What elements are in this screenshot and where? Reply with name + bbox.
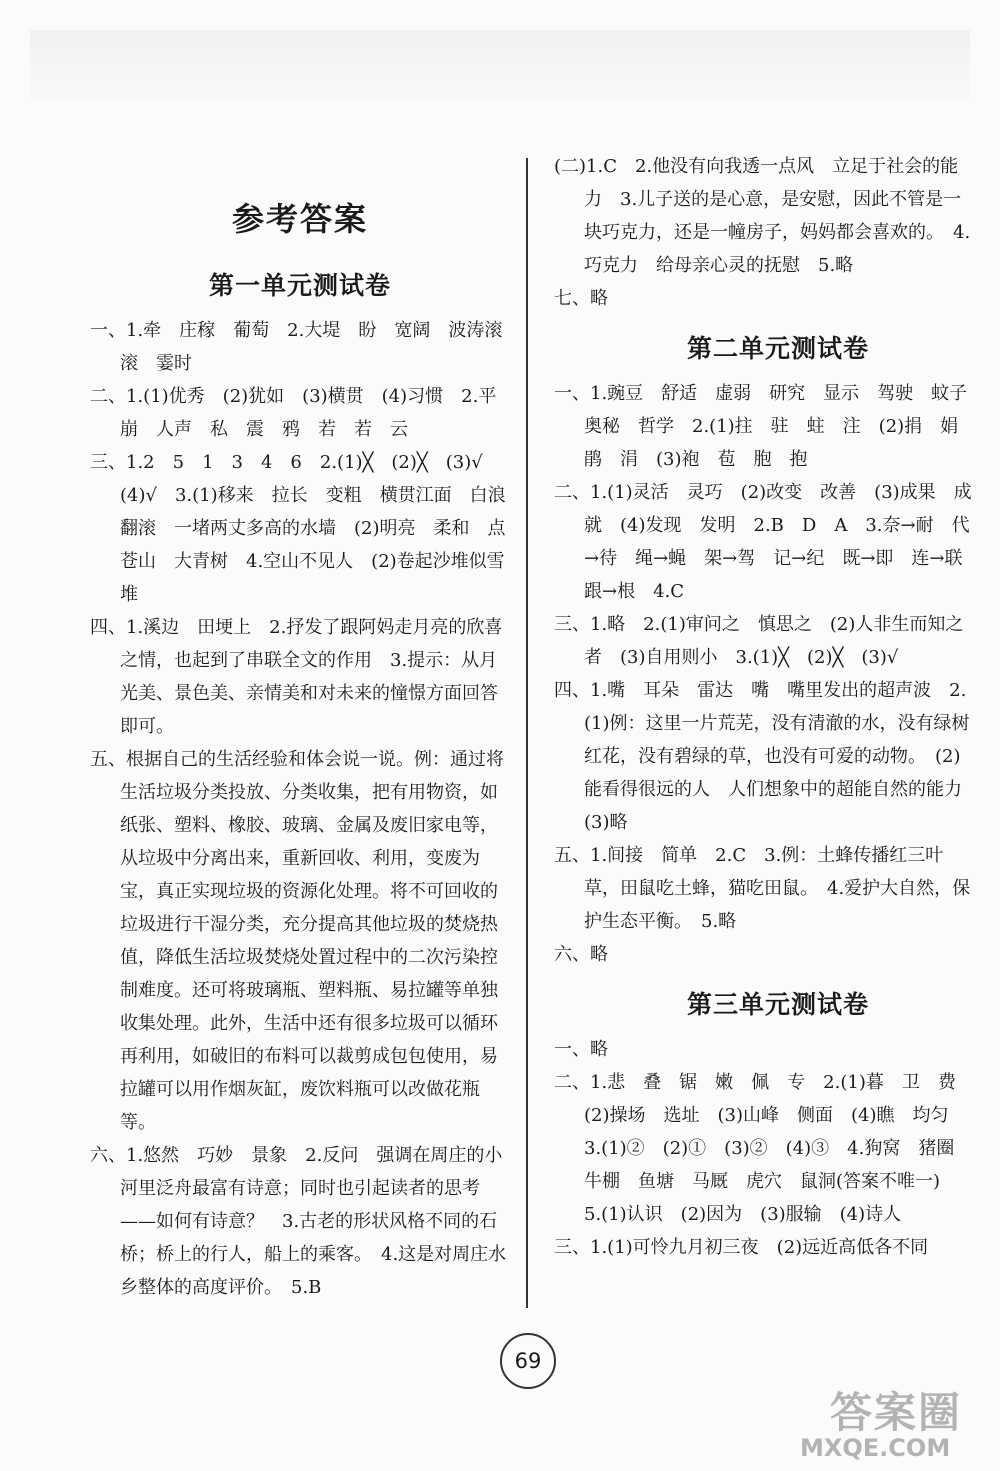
- watermark-text: 答案圈: [830, 1388, 963, 1437]
- watermark-logo: [800, 1380, 990, 1466]
- unit1-answer-2: 二、1.(1)优秀 (2)犹如 (3)横贯 (4)习惯 2.平 崩 人声 私 震 鸦 若 若 云: [90, 386, 515, 440]
- unit2-answer-6: 六、略: [554, 944, 608, 965]
- unit2-title: 第二单元测试卷: [686, 334, 869, 363]
- page-number: 69: [500, 1333, 556, 1389]
- unit1-answer-6: 六、1.悠然 巧妙 景象 2.反问 强调在周庄的小河里泛舟最富有诗意；同时也引起读者的思考——如何有诗意？ 3.古老的形状风格不同的石桥；桥上的行人，船上的乘客。 4.这是对周庄水乡整体的高度评价。 5.B: [90, 1145, 507, 1298]
- unit2-answer-5: 五、1.间接 简单 2.C 3.例：土蜂传播红三叶草，田鼠吃土蜂，猫吃田鼠。 4.爱护大自然，保护生态平衡。 5.略: [554, 845, 971, 932]
- unit2-answer-3: 三、1.略 2.(1)审问之 慎思之 (2)人非生而知之者 (3)自用则小 3.(1)╳ (2)╳ (3)√: [554, 614, 964, 668]
- unit2-answer-2: 二、1.(1)灵活 灵巧 (2)改变 改善 (3)成果 成就 (4)发现 发明 2.B D A 3.奈→耐 代→待 绳→蝇 架→驾 记→纪 既→即 连→联 跟→根 4.C: [554, 482, 981, 602]
- unit3-title: 第三单元测试卷: [686, 990, 869, 1019]
- page-title: 参考答案: [231, 200, 368, 238]
- unit3-answer-1: 一、略: [554, 1039, 608, 1060]
- column-divider: [526, 158, 528, 1308]
- unit1-title: 第一单元测试卷: [208, 271, 391, 300]
- unit1-answer-1: 一、1.牵 庄稼 葡萄 2.大堤 盼 宽阔 波涛滚滚 霎时: [90, 320, 503, 374]
- left-column: [90, 150, 515, 1304]
- continued-answer: (二)1.C 2.他没有向我透一点风 立足于社会的能力 3.儿子送的是心意，是安慰，因此不管是一块巧克力，还是一幢房子，妈妈都会喜欢的。 4.巧克力 给母亲心灵的抚慰 5.略: [554, 156, 971, 276]
- scan-smudge: [30, 30, 970, 100]
- unit1-answer-3: 三、1.2 5 1 3 4 6 2.(1)╳ (2)╳ (3)√ (4)√ 3.(1)移来 拉长 变粗 横贯江面 白浪翻滚 一堵两丈多高的水墙 (2)明亮 柔和 点苍山 大青树 4.空山不见人 (2)卷起沙堆似雪堆: [90, 452, 506, 605]
- unit1-answer-5: 五、根据自己的生活经验和体会说一说。例：通过将生活垃圾分类投放、分类收集，把有用物资，如纸张、塑料、橡胶、玻璃、金属及废旧家电等，从垃圾中分离出来，重新回收、利用，变废为宝，真正实现垃圾的资源化处理。将不可回收的垃圾进行干湿分类，充分提高其他垃圾的焚烧热值，降低生活垃圾焚烧处置过程中的二次污染控制难度。还可将玻璃瓶、塑料瓶、易拉罐等单独收集处理。此外，生活中还有很多垃圾可以循环再利用，如破旧的布料可以裁剪成包包使用，易拉罐可以用作烟灰缸，废饮料瓶可以改做花瓶等。: [90, 749, 504, 1133]
- unit1-answer-4: 四、1.溪边 田埂上 2.抒发了跟阿妈走月亮的欣喜之情，也起到了串联全文的作用 3.提示：从月光美、景色美、亲情美和对未来的憧憬方面回答即可。: [90, 617, 503, 737]
- unit2-answer-1: 一、1.豌豆 舒适 虚弱 研究 显示 驾驶 蚊子 奥秘 哲学 2.(1)拄 驻 蛀 注 (2)捐 娟 鹃 涓 (3)袍 苞 胞 抱: [554, 383, 986, 470]
- continued-answer-7: 七、略: [554, 288, 608, 309]
- unit3-answer-3: 三、1.(1)可怜九月初三夜 (2)远近高低各不同: [554, 1237, 929, 1258]
- right-column: [554, 150, 986, 1264]
- unit3-answer-2: 二、1.悲 叠 锯 嫩 佩 专 2.(1)暮 卫 费 (2)操场 选址 (3)山峰 侧面 (4)瞧 均匀 3.(1)② (2)① (3)② (4)③ 4.狗窝 猪圈 牛棚 鱼塘 马厩 虎穴 鼠洞(答案不唯一) 5.(1)认识 (2)因为 (3)服输 (4)诗人: [554, 1072, 974, 1225]
- unit2-answer-4: 四、1.嘴 耳朵 雷达 嘴 嘴里发出的超声波 2.(1)例：这里一片荒芜，没有清澈的水，没有绿树红花，没有碧绿的草，也没有可爱的动物。 (2)能看得很远的人 人们想象中的超能自然的能力 (3)略: [554, 680, 980, 833]
- watermark-url: MXQE.COM: [800, 1434, 951, 1462]
